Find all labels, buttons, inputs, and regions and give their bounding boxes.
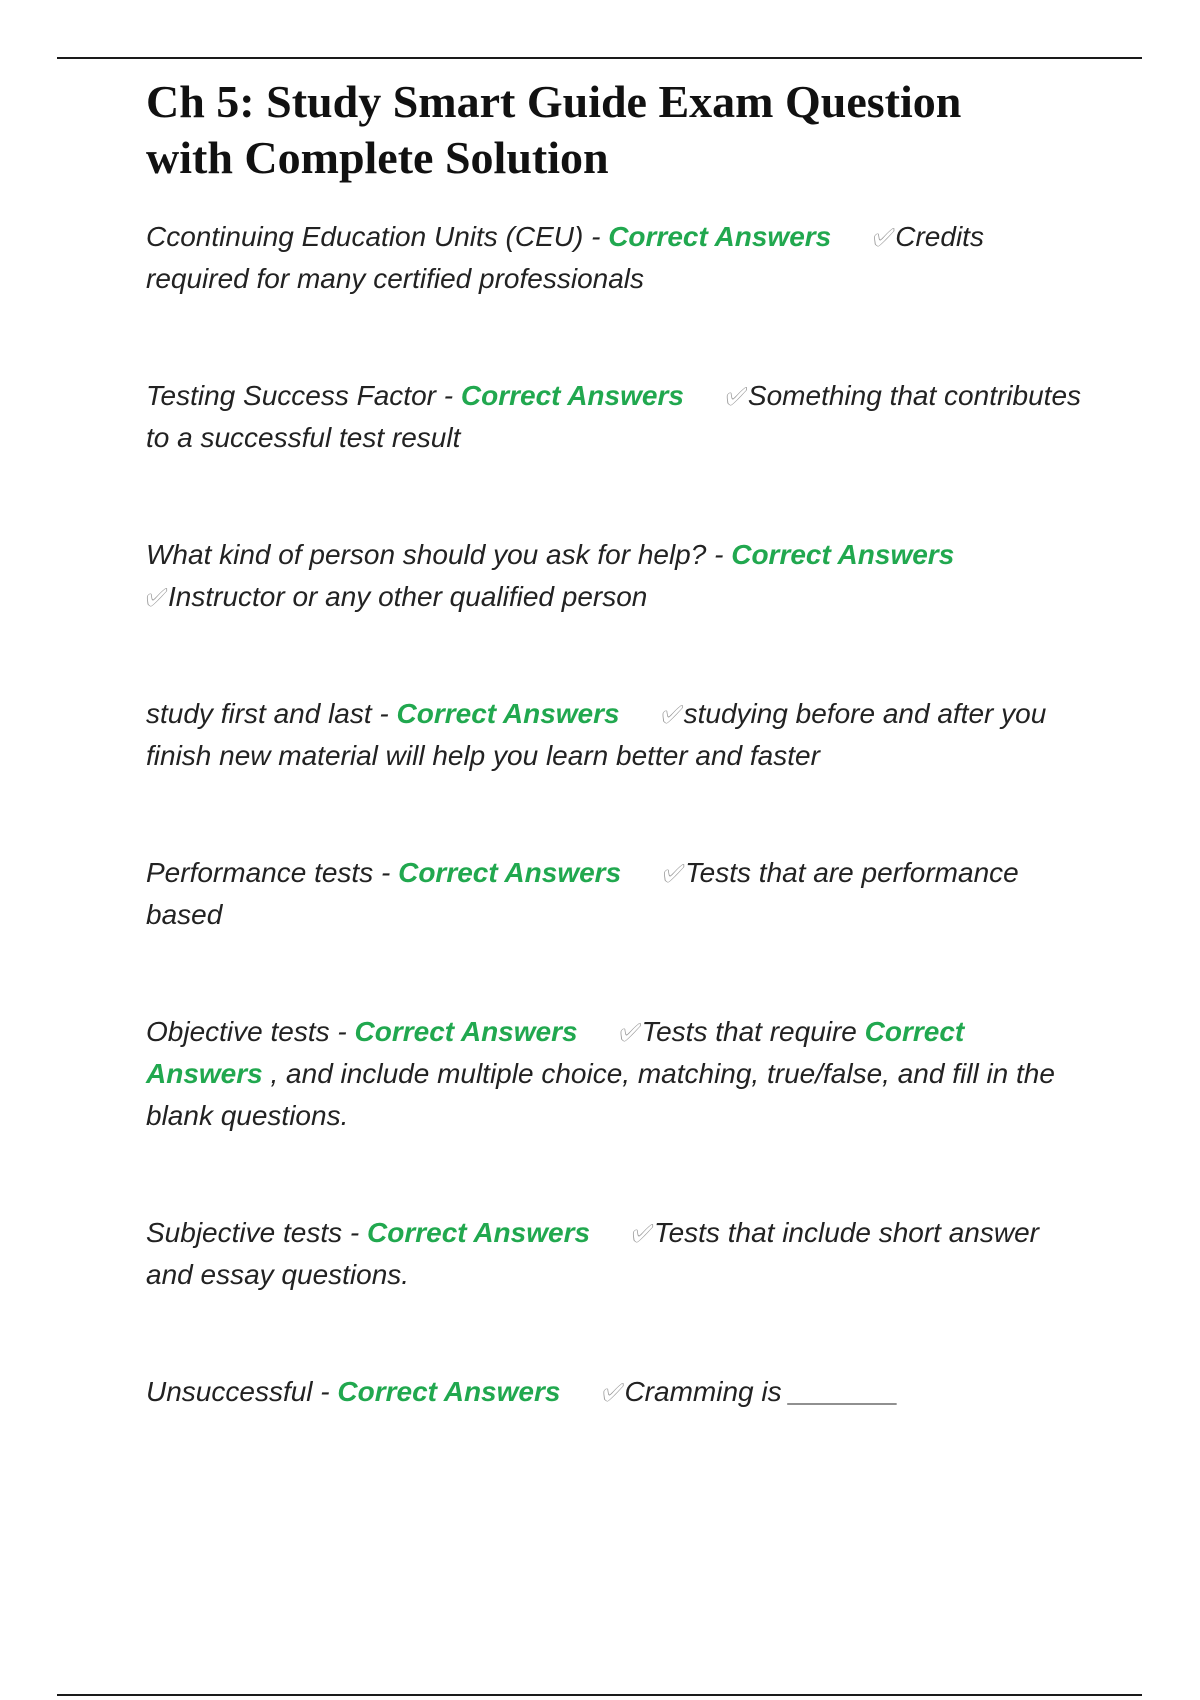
correct-answers-label: Correct Answers — [460, 380, 684, 411]
title-line-1: Ch 5: Study Smart Guide Exam Question — [146, 76, 962, 127]
correct-answers-label: Correct Answers — [337, 1376, 561, 1407]
question-text: Objective tests — [146, 1016, 330, 1047]
qa-item — [146, 1212, 1086, 1296]
question-text: Unsuccessful — [146, 1376, 313, 1407]
separator: - — [329, 1016, 355, 1047]
answer-text: Something that contributes to a successful test result — [146, 380, 1082, 453]
question-text: study first and last — [146, 698, 372, 729]
check-circle-icon: ✅︎ — [146, 582, 168, 612]
answer-text: Tests that are performance based — [146, 857, 1019, 930]
answer-text: Tests that include short answer and essay questions. — [146, 1217, 1039, 1290]
answer-text-part-2: , and include multiple choice, matching, true/false, and fill in the blank questions. — [146, 1058, 1055, 1131]
correct-answers-label: Correct Answers — [354, 1016, 578, 1047]
correct-answers-inline-label: Correct Answers — [146, 1016, 965, 1089]
check-circle-icon: ✅︎ — [619, 1017, 642, 1047]
check-circle-icon: ✅︎ — [661, 699, 684, 729]
qa-item — [146, 693, 1086, 777]
check-circle-icon: ✅︎ — [873, 222, 896, 252]
qa-item — [146, 852, 1086, 936]
separator: - — [312, 1376, 338, 1407]
answer-text: studying before and after you finish new material will help you learn better and faster — [146, 698, 1047, 771]
answer-text: Cramming is _______ — [624, 1376, 899, 1407]
question-text: Performance tests — [146, 857, 374, 888]
top-rule — [57, 57, 1142, 59]
document-title — [146, 74, 1086, 186]
check-circle-icon: ✅︎ — [602, 1377, 625, 1407]
answer-text-part-1: Tests that require — [641, 1016, 865, 1047]
qa-item — [146, 1371, 1086, 1413]
document-body — [146, 74, 1086, 1488]
correct-answers-label: Correct Answers — [396, 698, 620, 729]
qa-item — [146, 534, 1086, 618]
question-text: Subjective tests — [146, 1217, 343, 1248]
separator: - — [342, 1217, 367, 1248]
bottom-rule — [57, 1694, 1142, 1696]
check-circle-icon: ✅︎ — [725, 381, 748, 411]
correct-answers-label: Correct Answers — [731, 539, 955, 570]
question-text: Ccontinuing Education Units (CEU) — [146, 221, 584, 252]
qa-item — [146, 1011, 1086, 1137]
check-circle-icon: ✅︎ — [663, 858, 686, 888]
qa-item — [146, 216, 1086, 300]
answer-text: Credits required for many certified professionals — [146, 221, 984, 294]
correct-answers-label: Correct Answers — [367, 1217, 591, 1248]
separator: - — [435, 380, 461, 411]
question-text: What kind of person should you ask for help? — [146, 539, 707, 570]
separator: - — [371, 698, 397, 729]
qa-item — [146, 375, 1086, 459]
separator: - — [583, 221, 609, 252]
correct-answers-label: Correct Answers — [398, 857, 622, 888]
separator: - — [373, 857, 399, 888]
title-line-2: with Complete Solution — [146, 132, 609, 183]
answer-text: Instructor or any other qualified person — [168, 581, 648, 612]
question-text: Testing Success Factor — [146, 380, 436, 411]
check-circle-icon: ✅︎ — [632, 1218, 655, 1248]
correct-answers-label: Correct Answers — [608, 221, 832, 252]
separator: - — [706, 539, 732, 570]
